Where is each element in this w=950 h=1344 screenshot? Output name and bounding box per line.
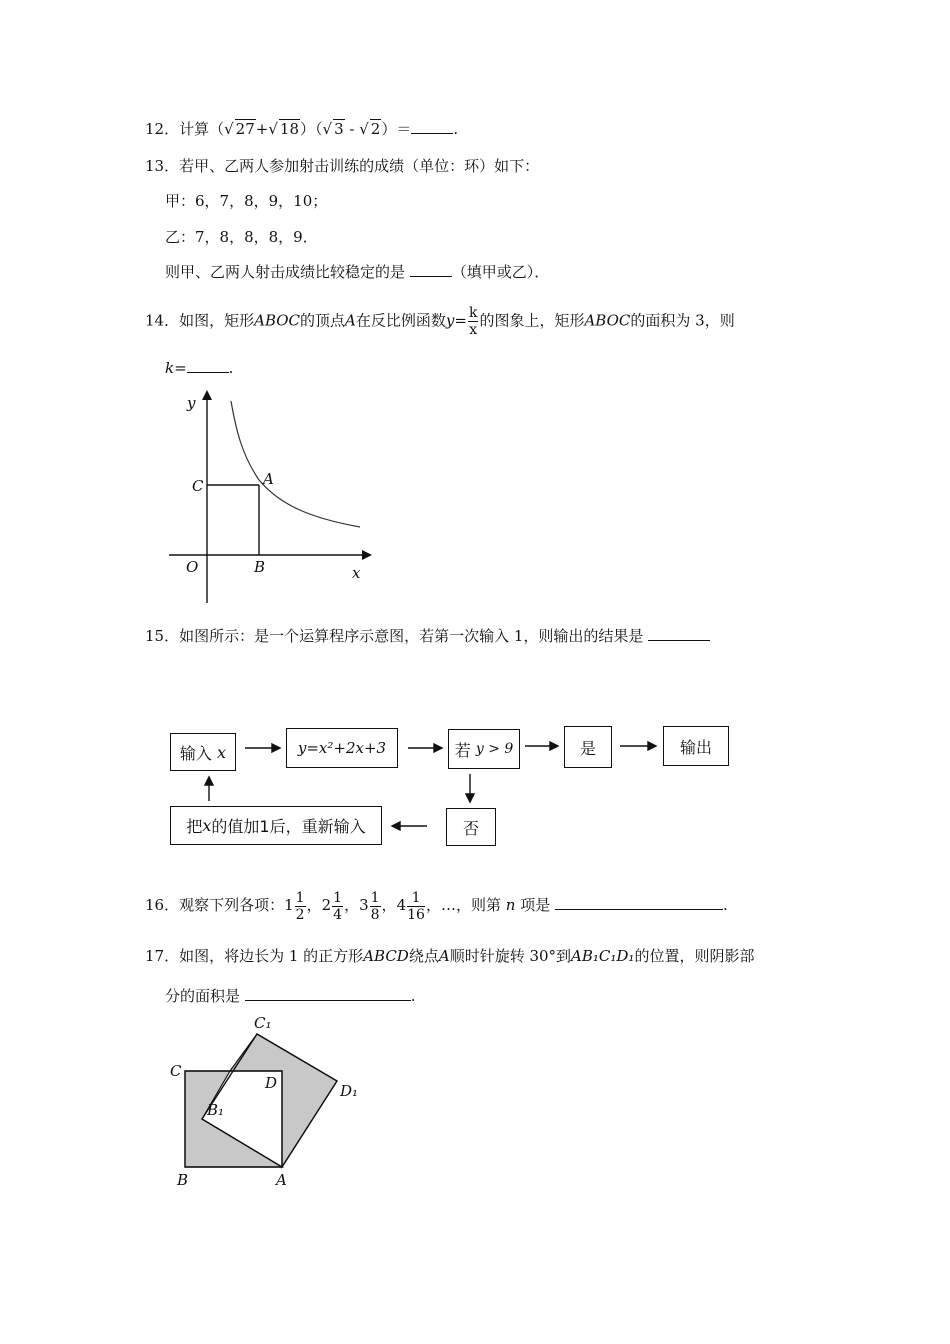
- flow-loop-box: 把 x 的值加1后，重新输入: [170, 806, 382, 845]
- fraction: $\frac{1}{2}$: [295, 889, 305, 923]
- question-number: 15．: [145, 627, 180, 645]
- label-c: C: [192, 477, 204, 495]
- question-number: 13．: [145, 157, 180, 175]
- label-a: A: [263, 470, 274, 488]
- score-row-yi: 乙：7，8，8，8，9．: [165, 228, 318, 246]
- sqrt-symbol: √: [268, 120, 278, 138]
- label-b: B: [254, 558, 266, 576]
- flow-condition-box: 若 y > 9: [448, 729, 520, 769]
- question-number: 14．: [145, 311, 180, 330]
- flow-output-box: 输出: [663, 726, 729, 766]
- fraction: $\frac{1}{16}$: [407, 889, 425, 923]
- flow-yes-box: 是: [564, 726, 612, 768]
- flow-no-box: 否: [446, 808, 496, 846]
- question-15: 15．如图所示：是一个运算程序示意图，若第一次输入 1，则输出的结果是: [145, 625, 710, 646]
- label-a: A: [276, 1171, 287, 1189]
- sqrt-symbol: √: [322, 120, 333, 138]
- radicand: 3: [334, 120, 344, 138]
- flow-input-box: 输入 x: [170, 733, 236, 771]
- label-x: x: [352, 564, 361, 582]
- question-14-answer: k= .: [165, 359, 234, 377]
- question-12: 12．计算（√ 27+√ 18）（√ 3 - √ 2）＝ .: [145, 120, 459, 138]
- label-o: O: [186, 558, 199, 576]
- score-row-jia: 甲：6，7，8，9，10；: [165, 192, 328, 210]
- label-y: y: [187, 394, 196, 412]
- fraction: $\frac{1}{8}$: [370, 889, 380, 923]
- question-number: 16．: [145, 896, 180, 914]
- label-d: D: [265, 1074, 278, 1092]
- label-b: B: [177, 1171, 189, 1189]
- question-13: 13．若甲、乙两人参加射击训练的成绩（单位：环）如下：: [145, 157, 540, 175]
- question-number: 17．: [145, 947, 180, 965]
- label-b1: B₁: [207, 1101, 225, 1119]
- radicand: 2: [370, 120, 381, 138]
- label-c1: C₁: [254, 1014, 272, 1032]
- sqrt-symbol: √: [359, 120, 369, 138]
- radicand: 18: [279, 120, 299, 138]
- flow-formula-box: y=x²+2x+3: [286, 728, 398, 768]
- question-17-line2: 分的面积是 .: [165, 987, 416, 1005]
- radicand: 27: [235, 120, 255, 138]
- question-13-ask: 则甲、乙两人射击成绩比较稳定的是 （填甲或乙）．: [165, 263, 550, 281]
- fraction: $\frac{1}{4}$: [333, 889, 343, 923]
- question-number: 12．: [145, 120, 180, 138]
- sqrt-symbol: √: [224, 120, 234, 138]
- question-16: 16．观察下列各项：1 $\frac{1}{2}$ ，2 $\frac{1}{4}$ ，3 $\frac{1}{8}$ ，4 $\frac{1}{16}$ ，…，则第 n 项是 .: [145, 889, 728, 923]
- fraction-k-over-x: $\frac{k}{x}$: [468, 305, 478, 338]
- label-d1: D₁: [340, 1082, 359, 1100]
- question-14: 14．如图，矩形ABOC的顶点A在反比例函数y= $\frac{k}{x}$ 的图象上，矩形ABOC的面积为 3，则: [145, 305, 735, 338]
- label-c: C: [170, 1062, 182, 1080]
- question-17: 17．如图，将边长为 1 的正方形ABCD绕点A顺时针旋转 30°到AB₁C₁D₁的位置，则阴影部: [145, 947, 755, 965]
